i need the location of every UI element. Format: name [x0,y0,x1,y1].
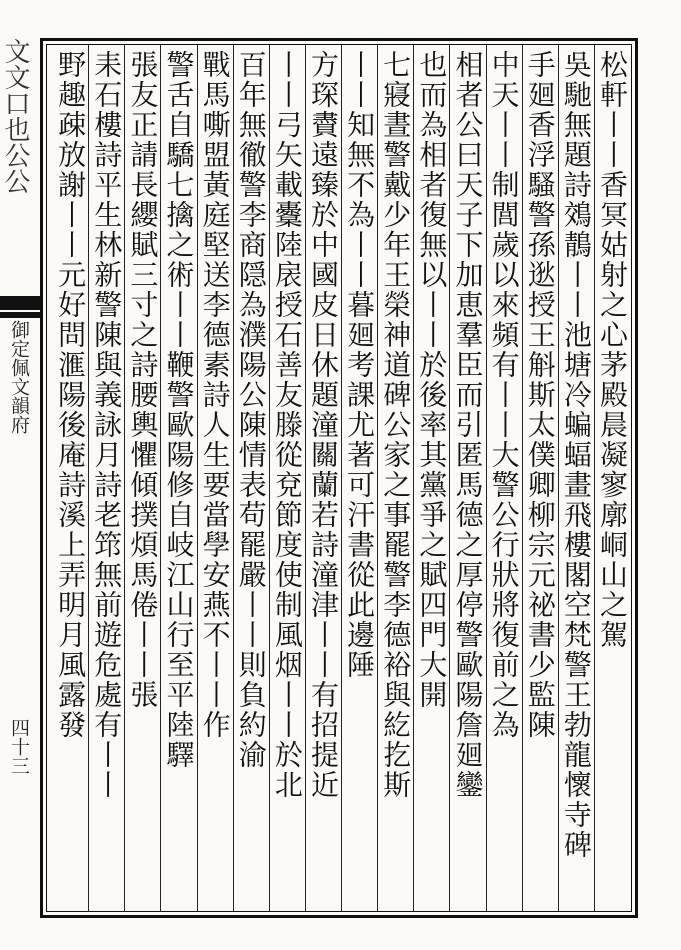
text-column [305,50,341,912]
column-rule [522,44,523,912]
text-column [486,50,522,912]
margin-fragment: 文文口也公公 [0,38,30,194]
column-rule [377,44,378,912]
fold-margin [0,0,34,950]
column-text: 張友正請長纓賦三寸之詩腰輿懼傾撲煩馬倦丨丨張 [126,50,160,710]
text-column [377,50,413,912]
column-rule [341,44,342,912]
column-rule [124,44,125,912]
column-text: 相者公曰天子下加恵羣臣而引匿馬德之厚停警歐陽詹廻鑾 [451,50,485,800]
column-text: 中天丨丨制閭歲以來頻有丨丨大警公行狀將復前之為 [487,50,521,740]
fishtail-mark [0,296,40,310]
text-column [341,50,377,912]
text-column [558,50,594,912]
text-column [233,50,269,912]
text-column [88,50,124,912]
column-text: 戰馬嘶盟黃庭堅送李德素詩人生要當學安燕不丨丨作 [198,50,232,740]
column-rule [160,44,161,912]
column-rule [269,44,270,912]
column-rule [449,44,450,912]
column-text: 丨丨弓矢載櫜陸扆授石善友滕從兗節度使制風烟丨丨於北 [270,50,304,800]
column-text: 吳馳無題詩鵁鶄丨丨池塘冷蝙蝠畫飛樓閣空梵警王勃龍懷寺碑 [559,50,593,860]
column-rule [594,44,595,912]
text-column [269,50,305,912]
column-text: 七寢晝警戴少年王榮神道碑公家之事罷警李德裕與紇扢斯 [379,50,413,800]
column-text: 松軒丨丨香冥姑射之心茅殿晨凝寥廓峒山之駕 [596,50,629,650]
column-rule [197,44,198,912]
column-rule [233,44,234,912]
book-title: 御定佩文韻府 [8,320,30,434]
column-text: 野趣疎放謝丨丨元好問滙陽後庵詩溪上弄明月風露發 [54,50,88,740]
text-column [52,50,88,912]
text-column [160,50,196,912]
text-column [413,50,449,912]
column-rule [413,44,414,912]
text-column [594,50,630,912]
column-rule [305,44,306,912]
fishtail-mark-lower [0,312,40,318]
column-text: 耒石樓詩平生林新警陳與義詠月詩老筇無前遊危處有丨丨 [90,50,124,800]
text-column [449,50,485,912]
column-rule [558,44,559,912]
text-column [197,50,233,912]
column-text: 警舌自驕七擒之術丨丨鞭警歐陽修自岐江山行至平陸驛 [162,50,196,770]
column-rule [486,44,487,912]
column-text: 手廻香浮騷警孫逖授王斛斯太僕卿柳宗元祕書少監陳 [523,50,557,740]
text-column [522,50,558,912]
column-text: 百年無徹警李商隠為濮陽公陳情表苟罷嚴丨丨則負約渝 [234,50,268,770]
column-rule [88,44,89,912]
text-column [124,50,160,912]
page-number: 四十三 [8,718,30,775]
column-text: 丨丨知無不為丨丨暮廻考課尤著可汗書從此邊陲 [343,50,377,680]
column-text: 方琛賮遠臻於中國皮日休題潼關蘭若詩潼津丨丨有招提近 [307,50,340,800]
column-text: 也而為相者復無以丨丨於後率其黨爭之賦四門大開 [415,50,449,710]
right-page-edge [640,0,681,950]
